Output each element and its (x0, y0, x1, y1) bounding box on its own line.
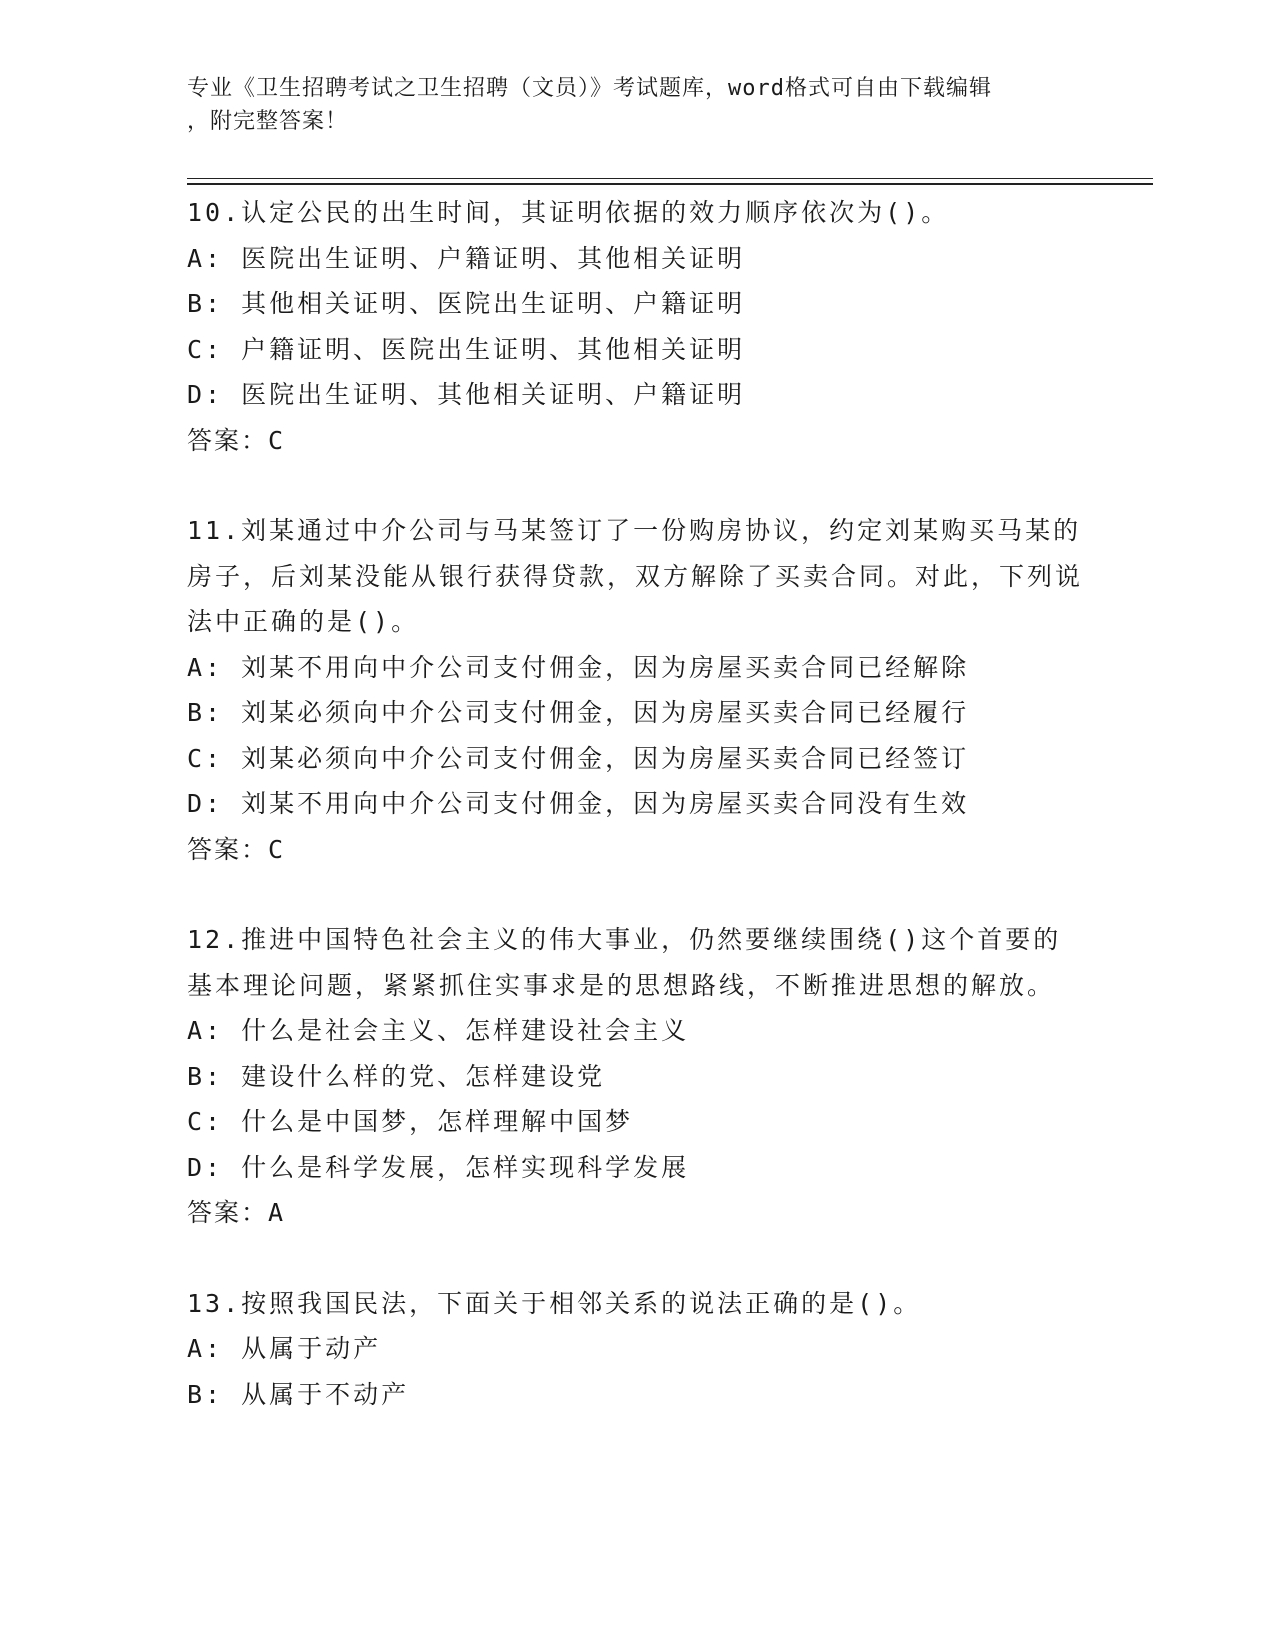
answer-value: C (268, 425, 286, 455)
option-b: B: 刘某必须向中介公司支付佣金，因为房屋买卖合同已经履行 (187, 698, 970, 727)
option-c: C: 刘某必须向中介公司支付佣金，因为房屋买卖合同已经签订 (187, 743, 970, 773)
question-stem: 11.刘某通过中介公司与马某签订了一份购房协议，约定刘某购买马某的房子，后刘某没能从银行获得贷款，双方解除了买卖合同。对此，下列说法中正确的是()。 (187, 516, 1084, 636)
answer-label: 答案： (187, 834, 269, 864)
question-10 (187, 190, 1087, 463)
answer-label: 答案： (187, 1198, 269, 1227)
question-stem: 10.认定公民的出生时间，其证明依据的效力顺序依次为()。 (187, 198, 950, 227)
question-13 (187, 1281, 1087, 1418)
option-b: B: 建设什么样的党、怎样建设党 (187, 1061, 606, 1091)
header-divider (187, 178, 1153, 179)
header-line-2: ，附完整答案！ (187, 109, 349, 134)
option-a: A: 医院出生证明、户籍证明、其他相关证明 (187, 243, 746, 273)
answer-value: C (268, 834, 286, 864)
question-stem: 12.推进中国特色社会主义的伟大事业，仍然要继续围绕()这个首要的基本理论问题，紧紧抓住实事求是的思想路线，不断推进思想的解放。 (187, 925, 1062, 1000)
answer-line (187, 827, 1087, 873)
question-stem: 13.按照我国民法，下面关于相邻关系的说法正确的是()。 (187, 1288, 922, 1318)
answer-label: 答案： (187, 425, 269, 455)
question-list (187, 190, 1087, 1462)
header-line-1: 专业《卫生招聘考试之卫生招聘（文员）》考试题库，word格式可自由下载编辑 (187, 76, 992, 101)
document-header (187, 72, 1067, 138)
answer-line (187, 418, 1087, 464)
option-a: A: 刘某不用向中介公司支付佣金，因为房屋买卖合同已经解除 (187, 652, 970, 682)
option-d: D: 什么是科学发展，怎样实现科学发展 (187, 1152, 690, 1182)
question-12 (187, 917, 1087, 1236)
option-b: B: 从属于不动产 (187, 1379, 410, 1409)
option-c: C: 户籍证明、医院出生证明、其他相关证明 (187, 334, 746, 364)
option-d: D: 医院出生证明、其他相关证明、户籍证明 (187, 380, 746, 409)
option-a: A: 从属于动产 (187, 1334, 382, 1363)
answer-value: A (268, 1198, 286, 1227)
option-a: A: 什么是社会主义、怎样建设社会主义 (187, 1016, 690, 1045)
question-11 (187, 508, 1087, 872)
header-divider-thick (187, 183, 1153, 185)
answer-line (187, 1190, 1087, 1236)
option-b: B: 其他相关证明、医院出生证明、户籍证明 (187, 289, 746, 318)
option-d: D: 刘某不用向中介公司支付佣金，因为房屋买卖合同没有生效 (187, 789, 970, 818)
option-c: C: 什么是中国梦，怎样理解中国梦 (187, 1107, 634, 1136)
